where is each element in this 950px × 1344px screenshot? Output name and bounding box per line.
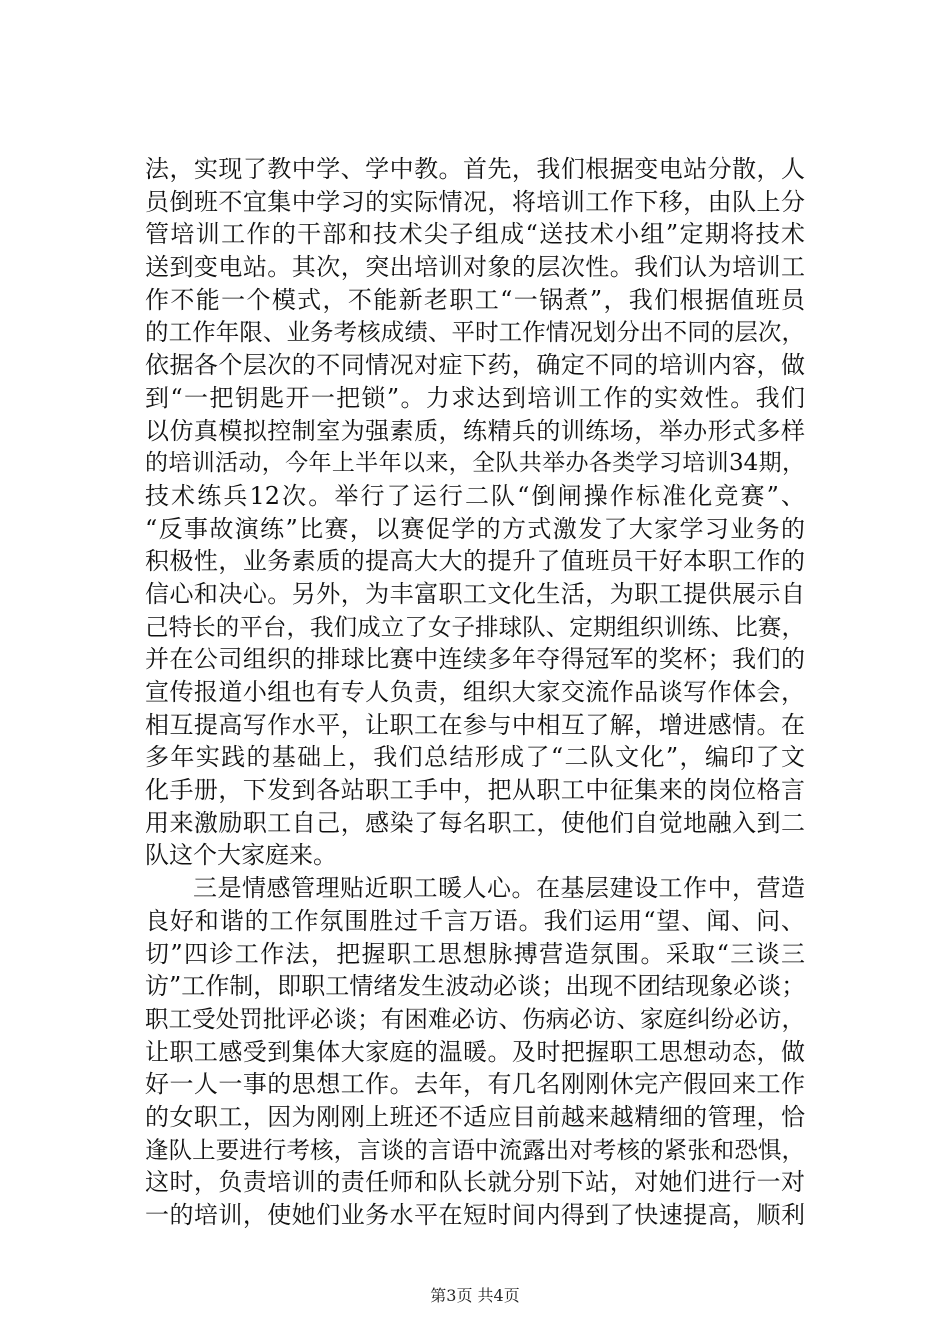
page-number-footer: 第3页 共4页 (430, 1286, 520, 1305)
text-line: 用来激励职工自己，感染了每名职工，使他们自觉地融入到二 (145, 808, 805, 837)
paragraph-1 (145, 153, 805, 872)
text-line: 职工受处罚批评必谈；有困难必访、伤病必访、家庭纠纷必访， (145, 1004, 805, 1033)
text-line: “反事故演练”比赛，以赛促学的方式激发了大家学习业务的 (145, 514, 805, 543)
text-line: 依据各个层次的不同情况对症下药，确定不同的培训内容，做 (145, 351, 805, 380)
text-line: 作不能一个模式，不能新老职工“一锅煮”，我们根据值班员 (145, 285, 805, 314)
text-line: 技术练兵12次。举行了运行二队“倒闸操作标准化竞赛”、 (145, 481, 805, 510)
paragraph-2 (145, 872, 805, 1232)
text-line: 并在公司组织的排球比赛中连续多年夺得冠军的奖杯；我们的 (145, 645, 805, 674)
text-line: 宣传报道小组也有专人负责，组织大家交流作品谈写作体会， (145, 678, 805, 706)
text-line: 多年实践的基础上，我们总结形成了“二队文化”，编印了文 (145, 743, 805, 772)
text-line: 员倒班不宜集中学习的实际情况，将培训工作下移，由队上分 (145, 187, 805, 216)
text-line: 相互提高写作水平，让职工在参与中相互了解，增进感情。在 (145, 710, 805, 739)
text-line: 的工作年限、业务考核成绩、平时工作情况划分出不同的层次， (145, 318, 805, 347)
document-body (145, 153, 805, 1232)
text-line: 这时，负责培训的责任师和队长就分别下站，对她们进行一对 (145, 1168, 805, 1197)
text-line: 管培训工作的干部和技术尖子组成“送技术小组”定期将技术 (145, 220, 805, 249)
text-line: 良好和谐的工作氛围胜过千言万语。我们运用“望、闻、问、 (145, 906, 805, 935)
text-line: 的培训活动，今年上半年以来，全队共举办各类学习培训34期， (145, 450, 805, 477)
text-line: 的女职工，因为刚刚上班还不适应目前越来越精细的管理，恰 (145, 1102, 805, 1131)
text-line: 切”四诊工作法，把握职工思想脉搏营造氛围。采取“三谈三 (145, 939, 805, 968)
text-line: 己特长的平台，我们成立了女子排球队、定期组织训练、比赛， (145, 612, 805, 641)
text-line: 三是情感管理贴近职工暖人心。在基层建设工作中，营造 (193, 874, 805, 903)
text-line: 队这个大家庭来。 (145, 841, 337, 870)
text-line: 访”工作制，即职工情绪发生波动必谈；出现不团结现象必谈； (145, 972, 806, 1001)
text-line: 好一人一事的思想工作。去年，有几名刚刚休完产假回来工作 (145, 1070, 805, 1099)
text-line: 以仿真模拟控制室为强素质，练精兵的训练场，举办形式多样 (145, 416, 805, 445)
text-line: 信心和决心。另外，为丰富职工文化生活，为职工提供展示自 (145, 579, 805, 608)
text-line: 送到变电站。其次，突出培训对象的层次性。我们认为培训工 (145, 253, 805, 282)
text-line: 法，实现了教中学、学中教。首先，我们根据变电站分散，人 (145, 155, 805, 183)
text-line: 到“一把钥匙开一把锁”。力求达到培训工作的实效性。我们 (145, 383, 805, 412)
text-line: 让职工感受到集体大家庭的温暖。及时把握职工思想动态，做 (145, 1037, 805, 1066)
text-line: 逢队上要进行考核，言谈的言语中流露出对考核的紧张和恐惧， (145, 1135, 805, 1164)
text-line: 一的培训，使她们业务水平在短时间内得到了快速提高，顺利 (145, 1201, 805, 1229)
text-line: 积极性，业务素质的提高大大的提升了值班员干好本职工作的 (145, 547, 805, 576)
text-line: 化手册，下发到各站职工手中，把从职工中征集来的岗位格言 (145, 776, 805, 805)
